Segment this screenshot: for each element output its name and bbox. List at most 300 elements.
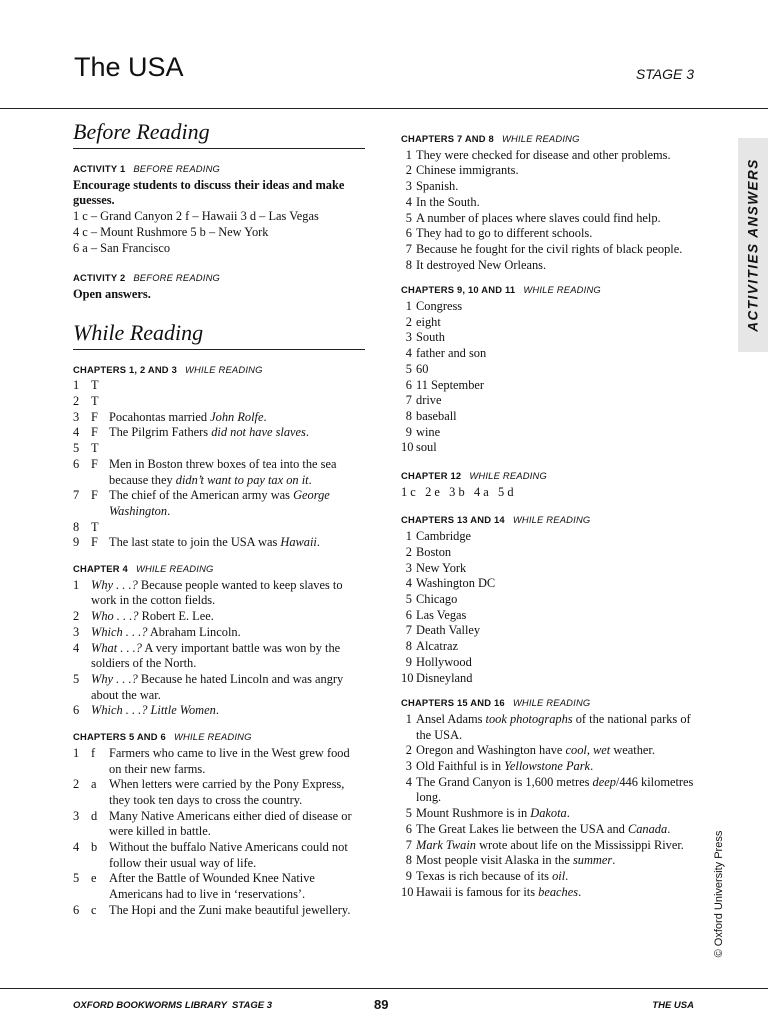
answer-item (401, 163, 701, 179)
answer-number: 4 (405, 576, 412, 591)
answer-item (401, 179, 701, 195)
answer-number: 9 (73, 535, 80, 550)
section-sub: WHILE READING (173, 731, 252, 743)
answer-number: 8 (405, 408, 412, 423)
answer-text (109, 441, 365, 457)
answer-item (401, 195, 701, 211)
answer-number: 1 (405, 529, 412, 544)
page-title: The USA (74, 52, 184, 82)
answer-item (73, 394, 365, 410)
answer-text-part: Washington DC (416, 576, 496, 591)
answer-item (401, 775, 701, 806)
activity-sub: BEFORE READING (133, 163, 221, 174)
answer-number: 6 (73, 456, 80, 471)
answer-item (73, 840, 365, 871)
answer-emphasis: Yellowstone Park (504, 759, 591, 774)
activities-answers-tab (738, 138, 768, 352)
right-column (401, 131, 701, 900)
section-label: CHAPTER 12 (401, 470, 462, 482)
answer-item (401, 529, 701, 545)
answer-text-part: Hollywood (416, 654, 472, 669)
answer-text-part: When letters were carried by the Pony Express, they took ten days to cross the country. (109, 777, 345, 807)
section-sub: WHILE READING (512, 514, 591, 526)
answer-item (73, 520, 365, 536)
answer-number: 5 (73, 441, 80, 456)
answer-emphasis: Mark Twain (416, 837, 477, 852)
answer-text (109, 746, 365, 777)
answer-number: 3 (73, 808, 80, 823)
answer-item (73, 703, 365, 719)
activity-label: ACTIVITY 1 (73, 163, 126, 174)
answer-text (416, 163, 701, 179)
answer-item (401, 592, 701, 608)
left-column (73, 118, 365, 919)
answer-text (416, 346, 701, 362)
answer-number: 6 (405, 821, 412, 836)
activity-1-line: 6 a – San Francisco (73, 240, 171, 255)
answer-number: 5 (73, 871, 80, 886)
answer-text-part: Las Vegas (416, 607, 467, 622)
answer-number: 9 (405, 654, 412, 669)
answer-number: 8 (405, 853, 412, 868)
answer-text-part: The last state to join the USA was (109, 535, 281, 550)
section-sub: WHILE READING (512, 697, 591, 709)
answer-text (416, 362, 701, 378)
answer-text (416, 179, 701, 195)
answer-number: 8 (405, 639, 412, 654)
answer-text-part: . (590, 759, 594, 774)
answer-text (416, 561, 701, 577)
answer-item (401, 853, 701, 869)
activity-label: ACTIVITY 2 (73, 272, 126, 284)
section-label: CHAPTERS 13 AND 14 (401, 514, 505, 526)
before-reading-heading: Before Reading (73, 118, 365, 149)
answer-text-part: Hawaii is famous for its (416, 884, 539, 899)
answer-number: 5 (405, 361, 412, 376)
page-number: 89 (374, 997, 389, 1012)
answer-number: 3 (405, 560, 412, 575)
answer-letter: d (91, 808, 98, 823)
answer-number: 10 (401, 440, 414, 455)
answer-letter: F (91, 488, 98, 503)
copyright-note: © Oxford University Press (713, 830, 725, 958)
answer-item (401, 608, 701, 624)
answer-text-part: wrote about life on the Mississippi River. (476, 837, 684, 852)
answer-text (109, 871, 365, 902)
answer-text (416, 775, 701, 806)
answer-text (416, 885, 701, 901)
answer-text (109, 378, 365, 394)
answer-item (73, 641, 365, 672)
answer-emphasis: didn’t want to pay tax on it (175, 472, 309, 487)
answer-text-part: of the national parks of the USA. (416, 711, 691, 742)
answer-emphasis: did not have slaves (211, 425, 306, 440)
stage-label: STAGE 3 (635, 66, 694, 82)
answer-text (416, 838, 701, 854)
answer-text (416, 623, 701, 639)
answer-item (401, 743, 701, 759)
answer-text (416, 226, 701, 242)
answer-item (401, 242, 701, 258)
answer-text-part: Spanish. (416, 179, 459, 194)
answer-text (91, 625, 365, 641)
answer-text (416, 299, 701, 315)
answer-number: 3 (405, 759, 412, 774)
answer-letter: T (91, 441, 99, 456)
answer-text (109, 903, 365, 919)
activity-2-heading (73, 270, 365, 286)
answer-letter: T (91, 378, 99, 393)
answer-item (401, 226, 701, 242)
answer-number: 2 (73, 609, 80, 624)
answer-text-part: /446 kilometres long. (416, 774, 694, 805)
answer-text-part: Most people visit Alaska in the (416, 853, 573, 868)
answer-text (416, 853, 701, 869)
answer-item (401, 671, 701, 687)
answer-letter: F (91, 409, 98, 424)
answers-list (401, 529, 701, 686)
answer-number: 1 (73, 577, 80, 592)
answer-number: 7 (405, 623, 412, 638)
answer-text-part: 60 (416, 361, 429, 376)
section-label: CHAPTERS 9, 10 AND 11 (401, 284, 516, 296)
answer-item (73, 578, 365, 609)
answer-item (401, 623, 701, 639)
answer-text-part: Pocahontas married (109, 409, 211, 424)
footer-series: OXFORD BOOKWORMS LIBRARY STAGE 3 (73, 1000, 272, 1011)
answer-item (401, 409, 701, 425)
answer-text (416, 759, 701, 775)
answer-text (416, 425, 701, 441)
answer-number: 7 (405, 241, 412, 256)
answer-text-part: Many Native Americans either died of disease or were killed in battle. (109, 808, 352, 839)
answer-item (73, 535, 365, 551)
answer-emphasis: Canada (627, 821, 668, 836)
answers-list (401, 299, 701, 456)
answer-number: 2 (405, 314, 412, 329)
answer-letter: F (91, 425, 98, 440)
answer-text-part: . (565, 868, 569, 883)
answer-letter: a (91, 777, 97, 792)
answer-emphasis: took photographs (485, 711, 573, 726)
answer-text (416, 576, 701, 592)
answer-emphasis: Why . . .? (91, 577, 138, 592)
answer-emphasis: Which . . .? Little Women (91, 703, 216, 718)
answer-letter: T (91, 519, 99, 534)
answer-item (401, 561, 701, 577)
answer-number: 8 (405, 257, 412, 272)
answer-letter: c (91, 902, 97, 917)
answer-text-part: It destroyed New Orleans. (416, 257, 547, 272)
answer-item (401, 378, 701, 394)
section-heading (401, 468, 701, 484)
answer-number: 2 (405, 743, 412, 758)
answer-item (401, 315, 701, 331)
answer-number: 9 (405, 424, 412, 439)
answer-item (401, 545, 701, 561)
answer-number: 5 (405, 210, 412, 225)
top-rule (0, 108, 768, 109)
answer-emphasis: George Washington (109, 488, 330, 518)
answer-text-part: . (305, 425, 309, 440)
section-label: CHAPTERS 7 AND 8 (401, 133, 494, 144)
answer-item (73, 488, 365, 519)
answer-text-part: . (215, 703, 219, 718)
answer-letter: f (91, 745, 96, 760)
answer-letter: e (91, 871, 97, 886)
answer-text-part: father and son (416, 346, 487, 361)
answer-number: 6 (73, 703, 80, 718)
answer-emphasis: Who . . .? (91, 609, 139, 624)
answer-emphasis: Why . . .? (91, 671, 138, 686)
answer-letter: F (91, 456, 98, 471)
answer-item (401, 759, 701, 775)
answer-text (91, 672, 365, 703)
answer-text (416, 315, 701, 331)
answer-number: 3 (405, 179, 412, 194)
answer-text-part: Men in Boston threw boxes of tea into the sea because they (109, 456, 337, 487)
answer-text (109, 425, 365, 441)
answer-text (416, 529, 701, 545)
answer-text (109, 777, 365, 808)
answer-number: 3 (73, 624, 80, 639)
answer-text-part: The Pilgrim Fathers (109, 425, 212, 440)
answer-text-part: soul (416, 440, 437, 455)
answer-emphasis: Which . . .? (91, 624, 148, 639)
answer-text-part: Because he hated Lincoln and was angry about the war. (91, 671, 344, 702)
answer-text-part: New York (416, 560, 467, 575)
section-heading (401, 512, 701, 528)
answer-item (73, 425, 365, 441)
answer-text (109, 809, 365, 840)
answer-number: 3 (73, 409, 80, 424)
answer-text-part: Chicago (416, 591, 458, 606)
section-label: CHAPTERS 1, 2 AND 3 (73, 363, 177, 375)
answer-text (416, 822, 701, 838)
answer-text-part: Ansel Adams (416, 711, 486, 726)
answer-text (416, 608, 701, 624)
answers-list (401, 148, 701, 274)
answer-text (416, 440, 701, 456)
answer-text-part: Because he fought for the civil rights of black people. (416, 241, 683, 256)
answer-item (401, 806, 701, 822)
answer-text-part: . (612, 853, 616, 868)
chapter-12-answers: 1 c 2 e 3 b 4 a 5 d (401, 484, 514, 499)
answer-text (416, 712, 701, 743)
activity-1-intro: Encourage students to discuss their ideas and make guesses. (73, 177, 345, 208)
answer-text-part: Cambridge (416, 529, 472, 544)
section-label: CHAPTERS 15 AND 16 (401, 697, 505, 709)
answer-item (401, 822, 701, 838)
answer-number: 10 (401, 884, 414, 899)
answer-text-part: . (578, 884, 582, 899)
answer-item (73, 903, 365, 919)
activity-2-text: Open answers. (73, 286, 151, 301)
answer-text-part: . (667, 821, 671, 836)
answer-text (416, 393, 701, 409)
section-sub: WHILE READING (523, 284, 601, 296)
section-sub: WHILE READING (185, 363, 263, 375)
answer-number: 4 (73, 425, 80, 440)
answer-text-part: weather. (610, 743, 655, 758)
answer-number: 4 (73, 840, 80, 855)
answer-text-part: Chinese immigrants. (416, 163, 519, 178)
answer-item (73, 378, 365, 394)
answer-text (416, 211, 701, 227)
answer-text (109, 457, 365, 488)
answer-number: 2 (405, 544, 412, 559)
answer-item (401, 330, 701, 346)
answer-number: 4 (405, 346, 412, 361)
answer-item (73, 609, 365, 625)
answer-text (416, 743, 701, 759)
answer-number: 5 (405, 806, 412, 821)
answer-emphasis: oil (552, 868, 566, 883)
answer-text-part: Without the buffalo Native Americans could not follow their usual way of life. (109, 840, 348, 870)
answer-emphasis: deep (592, 774, 616, 789)
answer-text (416, 195, 701, 211)
answer-number: 4 (73, 640, 80, 655)
answer-letter: F (91, 535, 98, 550)
answer-text-part: Congress (416, 299, 463, 314)
tab-label: ACTIVITIES ANSWERS (745, 158, 761, 332)
bottom-rule (0, 988, 768, 989)
answer-number: 7 (405, 837, 412, 852)
answer-text-part: They were checked for disease and other problems. (416, 147, 671, 162)
answer-text-part: baseball (416, 408, 457, 423)
answer-number: 6 (405, 377, 412, 392)
answer-item (401, 299, 701, 315)
answer-text-part: . (316, 535, 320, 550)
answer-text-part: Robert E. Lee. (138, 609, 214, 624)
footer-title: THE USA (652, 1000, 694, 1011)
answers-list (401, 712, 701, 900)
answer-number: 1 (405, 147, 412, 162)
answer-text-part: . (167, 503, 171, 518)
answer-item (401, 425, 701, 441)
answer-number: 7 (73, 488, 80, 503)
answer-text-part: wine (416, 424, 441, 439)
answer-item (401, 869, 701, 885)
answer-item (73, 672, 365, 703)
while-reading-heading: While Reading (73, 319, 365, 350)
answer-number: 10 (401, 670, 414, 685)
answer-item (401, 393, 701, 409)
answer-text-part: Old Faithful is in (416, 759, 505, 774)
answer-text-part: A very important battle was won by the soldiers of the North. (91, 640, 341, 671)
answer-text-part: Mount Rushmore is in (416, 806, 531, 821)
answer-text (109, 488, 365, 519)
answer-item (401, 362, 701, 378)
answer-text-part: . (566, 806, 570, 821)
answer-number: 7 (405, 393, 412, 408)
answer-text (416, 655, 701, 671)
answer-text-part: The chief of the American army was (109, 488, 294, 503)
answer-item (401, 258, 701, 274)
answer-text-part: In the South. (416, 194, 480, 209)
answer-item (73, 746, 365, 777)
answer-text-part: Farmers who came to live in the West grew food on their new farms. (109, 745, 350, 776)
section-heading (401, 282, 701, 298)
answer-text-part: Alcatraz (416, 639, 458, 654)
answer-text (416, 330, 701, 346)
answer-text (91, 703, 365, 719)
answer-text (91, 641, 365, 672)
answer-emphasis: What . . .? (91, 640, 142, 655)
answer-emphasis: Dakota (530, 806, 567, 821)
answer-number: 2 (73, 394, 80, 409)
answer-text (416, 545, 701, 561)
section-label: CHAPTER 4 (73, 563, 128, 575)
answer-text (416, 592, 701, 608)
answer-item (401, 712, 701, 743)
section-sub: WHILE READING (469, 470, 547, 482)
answer-text (416, 806, 701, 822)
answers-list (73, 746, 365, 919)
answer-item (401, 655, 701, 671)
answers-list (73, 578, 365, 719)
answer-text-part: The Great Lakes lie between the USA and (416, 821, 628, 836)
answer-text-part: eight (416, 314, 441, 329)
answer-emphasis: beaches (538, 884, 579, 899)
answer-text-part: They had to go to different schools. (416, 226, 593, 241)
answer-emphasis: Hawaii (280, 535, 317, 550)
answer-text-part: . (308, 472, 312, 487)
answer-number: 2 (73, 777, 80, 792)
activity-sub: BEFORE READING (133, 272, 221, 284)
answers-list (73, 378, 365, 551)
answer-item (73, 457, 365, 488)
answer-text-part: After the Battle of Wounded Knee Native Americans had to live in ‘reservations’. (109, 871, 315, 902)
answer-text (109, 840, 365, 871)
answer-text (416, 258, 701, 274)
answer-text-part: Abraham Lincoln. (147, 624, 241, 639)
answer-text (91, 578, 365, 609)
answer-number: 4 (405, 774, 412, 789)
answer-number: 5 (73, 671, 80, 686)
answer-text (109, 394, 365, 410)
answer-text (416, 242, 701, 258)
answer-emphasis: cool, wet (565, 743, 611, 758)
section-sub: WHILE READING (501, 133, 580, 144)
answer-text (416, 378, 701, 394)
section-heading (401, 695, 701, 711)
answer-letter: T (91, 394, 99, 409)
answer-number: 5 (405, 591, 412, 606)
section-heading (401, 131, 701, 147)
answer-emphasis: summer (572, 853, 613, 868)
answer-text (91, 609, 365, 625)
answer-number: 6 (73, 902, 80, 917)
answer-number: 1 (73, 378, 80, 393)
activity-1-line: 4 c – Mount Rushmore 5 b – New York (73, 224, 269, 239)
section-heading (73, 729, 365, 745)
answer-item (401, 148, 701, 164)
answer-text (109, 535, 365, 551)
answer-text-part: Disneyland (416, 670, 473, 685)
answer-item (401, 346, 701, 362)
answer-item (73, 625, 365, 641)
activity-1-line: 1 c – Grand Canyon 2 f – Hawaii 3 d – Las Vegas (73, 209, 319, 224)
answer-text-part: A number of places where slaves could find help. (416, 210, 661, 225)
answer-number: 2 (405, 163, 412, 178)
section-sub: WHILE READING (135, 563, 214, 575)
answer-text-part: South (416, 330, 445, 345)
answer-item (401, 440, 701, 456)
answer-text (416, 671, 701, 687)
answer-text-part: The Grand Canyon is 1,600 metres (416, 774, 593, 789)
answer-item (401, 838, 701, 854)
